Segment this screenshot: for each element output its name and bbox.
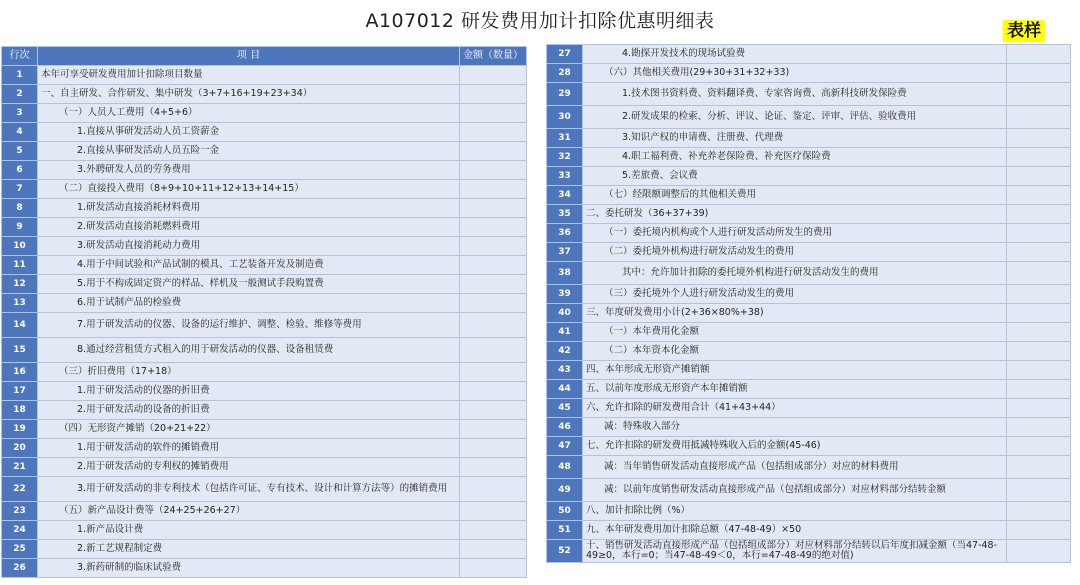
- row-amount-cell[interactable]: [460, 123, 527, 142]
- row-amount-cell[interactable]: [1007, 186, 1071, 205]
- row-amount-cell[interactable]: [460, 439, 527, 458]
- table-row: [547, 323, 1071, 342]
- row-item-text: 1.技术图书资料费、资料翻译费、专家咨询费、高新科技研发保险费: [583, 83, 1007, 106]
- row-number: 52: [547, 540, 583, 563]
- row-item-text: 1.新产品设计费: [38, 521, 460, 540]
- row-item-text: 4.勘探开发技术的现场试验费: [583, 45, 1007, 64]
- row-amount-cell[interactable]: [1007, 106, 1071, 129]
- row-amount-cell[interactable]: [1007, 399, 1071, 418]
- row-amount-cell[interactable]: [1007, 479, 1071, 502]
- page-title: A107012 研发费用加计扣除优惠明细表: [365, 10, 715, 32]
- row-amount-cell[interactable]: [1007, 243, 1071, 262]
- table-row: [547, 243, 1071, 262]
- header-item: 项 目: [38, 47, 460, 66]
- row-number: 44: [547, 380, 583, 399]
- row-item-text: 6.用于试制产品的检验费: [38, 294, 460, 313]
- row-amount-cell[interactable]: [460, 477, 527, 502]
- row-number: 12: [2, 275, 38, 294]
- right-table: [546, 44, 1071, 563]
- row-number: 15: [2, 338, 38, 363]
- row-item-text: （一）人员人工费用（4+5+6）: [38, 104, 460, 123]
- row-amount-cell[interactable]: [460, 218, 527, 237]
- row-amount-cell[interactable]: [1007, 45, 1071, 64]
- row-number: 28: [547, 64, 583, 83]
- row-item-text: （一）本年费用化金额: [583, 323, 1007, 342]
- row-amount-cell[interactable]: [1007, 64, 1071, 83]
- row-amount-cell[interactable]: [1007, 456, 1071, 479]
- row-item-text: （五）新产品设计费等（24+25+26+27）: [38, 502, 460, 521]
- row-item-text: 七、允许扣除的研发费用抵减特殊收入后的金额(45-46): [583, 437, 1007, 456]
- row-item-text: 减：特殊收入部分: [583, 418, 1007, 437]
- table-row: [547, 224, 1071, 243]
- table-row: [547, 418, 1071, 437]
- table-row: [2, 458, 527, 477]
- row-item-text: 8.通过经营租赁方式租入的用于研发活动的仪器、设备租赁费: [38, 338, 460, 363]
- row-item-text: 1.用于研发活动的软件的摊销费用: [38, 439, 460, 458]
- row-number: 9: [2, 218, 38, 237]
- row-item-text: 2.研发成果的检索、分析、评议、论证、鉴定、评审、评估、验收费用: [583, 106, 1007, 129]
- table-row: [2, 363, 527, 382]
- table-row: [2, 104, 527, 123]
- table-row: [547, 106, 1071, 129]
- table-row: [547, 304, 1071, 323]
- row-amount-cell[interactable]: [460, 199, 527, 218]
- row-amount-cell[interactable]: [1007, 83, 1071, 106]
- row-amount-cell[interactable]: [1007, 380, 1071, 399]
- row-number: 8: [2, 199, 38, 218]
- row-item-text: 2.新工艺规程制定费: [38, 540, 460, 559]
- row-number: 24: [2, 521, 38, 540]
- table-row: [547, 456, 1071, 479]
- row-item-text: （六）其他相关费用(29+30+31+32+33): [583, 64, 1007, 83]
- table-row: [2, 85, 527, 104]
- table-row: [2, 123, 527, 142]
- row-amount-cell[interactable]: [1007, 285, 1071, 304]
- row-amount-cell[interactable]: [1007, 224, 1071, 243]
- row-amount-cell[interactable]: [1007, 540, 1071, 563]
- row-number: 6: [2, 161, 38, 180]
- table-row: [2, 294, 527, 313]
- row-number: 2: [2, 85, 38, 104]
- sample-tag: 表样: [1003, 20, 1045, 42]
- row-amount-cell[interactable]: [460, 104, 527, 123]
- table-row: [547, 64, 1071, 83]
- row-item-text: （四）无形资产摊销（20+21+22）: [38, 420, 460, 439]
- table-row: [2, 477, 527, 502]
- table-row: [2, 218, 527, 237]
- row-amount-cell[interactable]: [460, 521, 527, 540]
- row-item-text: 二、委托研发（36+37+39): [583, 205, 1007, 224]
- table-row: [547, 399, 1071, 418]
- row-amount-cell[interactable]: [460, 66, 527, 85]
- table-row: [2, 199, 527, 218]
- row-item-text: 3.知识产权的申请费、注册费、代理费: [583, 129, 1007, 148]
- row-item-text: 2.用于研发活动的设备的折旧费: [38, 401, 460, 420]
- row-amount-cell[interactable]: [1007, 304, 1071, 323]
- row-number: 26: [2, 559, 38, 578]
- row-number: 34: [547, 186, 583, 205]
- row-number: 5: [2, 142, 38, 161]
- row-item-text: 六、允许扣除的研发费用合计（41+43+44）: [583, 399, 1007, 418]
- table-row: [2, 502, 527, 521]
- table-row: [2, 420, 527, 439]
- row-item-text: 3.外聘研发人员的劳务费用: [38, 161, 460, 180]
- table-row: [547, 83, 1071, 106]
- row-amount-cell[interactable]: [1007, 323, 1071, 342]
- row-item-text: 7.用于研发活动的仪器、设备的运行维护、调整、检验、维修等费用: [38, 313, 460, 338]
- row-item-text: 5.用于不构成固定资产的样品、样机及一般测试手段购置费: [38, 275, 460, 294]
- row-item-text: 五、以前年度形成无形资产本年摊销额: [583, 380, 1007, 399]
- row-amount-cell[interactable]: [460, 294, 527, 313]
- row-item-text: 4.用于中间试验和产品试制的模具、工艺装备开发及制造费: [38, 256, 460, 275]
- row-item-text: 1.直接从事研发活动人员工资薪金: [38, 123, 460, 142]
- table-row: [547, 540, 1071, 563]
- table-row: [2, 338, 527, 363]
- row-number: 41: [547, 323, 583, 342]
- table-row: [2, 521, 527, 540]
- row-number: 3: [2, 104, 38, 123]
- row-amount-cell[interactable]: [460, 256, 527, 275]
- row-item-text: 2.直接从事研发活动人员五险一金: [38, 142, 460, 161]
- row-number: 50: [547, 502, 583, 521]
- row-number: 31: [547, 129, 583, 148]
- row-number: 14: [2, 313, 38, 338]
- row-item-text: 减：当年销售研发活动直接形成产品（包括组成部分）对应的材料费用: [583, 456, 1007, 479]
- row-item-text: 减：以前年度销售研发活动直接形成产品（包括组成部分）对应材料部分结转金额: [583, 479, 1007, 502]
- row-number: 13: [2, 294, 38, 313]
- row-amount-cell[interactable]: [460, 420, 527, 439]
- row-amount-cell[interactable]: [1007, 521, 1071, 540]
- row-item-text: 九、本年研发费用加计扣除总额（47-48-49）×50: [583, 521, 1007, 540]
- row-number: 43: [547, 361, 583, 380]
- table-row: [547, 205, 1071, 224]
- row-number: 20: [2, 439, 38, 458]
- table-row: [2, 540, 527, 559]
- row-number: 36: [547, 224, 583, 243]
- row-number: 42: [547, 342, 583, 361]
- table-row: [2, 382, 527, 401]
- row-item-text: （一）委托境内机构或个人进行研发活动所发生的费用: [583, 224, 1007, 243]
- row-amount-cell[interactable]: [460, 275, 527, 294]
- row-number: 40: [547, 304, 583, 323]
- row-amount-cell[interactable]: [1007, 361, 1071, 380]
- table-row: [547, 361, 1071, 380]
- row-amount-cell[interactable]: [460, 502, 527, 521]
- table-row: [547, 186, 1071, 205]
- row-amount-cell[interactable]: [460, 161, 527, 180]
- table-row: [2, 275, 527, 294]
- row-amount-cell[interactable]: [460, 338, 527, 363]
- row-amount-cell[interactable]: [460, 559, 527, 578]
- left-table: [1, 46, 527, 578]
- row-item-text: 4.职工福利费、补充养老保险费、补充医疗保险费: [583, 148, 1007, 167]
- row-amount-cell[interactable]: [460, 85, 527, 104]
- table-row: [2, 313, 527, 338]
- row-item-text: （二）直接投入费用（8+9+10+11+12+13+14+15）: [38, 180, 460, 199]
- table-row: [547, 129, 1071, 148]
- row-number: 18: [2, 401, 38, 420]
- table-row: [2, 161, 527, 180]
- row-number: 39: [547, 285, 583, 304]
- row-item-text: 3.研发活动直接消耗动力费用: [38, 237, 460, 256]
- row-number: 16: [2, 363, 38, 382]
- row-item-text: （二）委托境外机构进行研发活动发生的费用: [583, 243, 1007, 262]
- table-header-row: [2, 47, 527, 66]
- table-row: [2, 439, 527, 458]
- row-number: 30: [547, 106, 583, 129]
- table-row: [2, 256, 527, 275]
- row-amount-cell[interactable]: [460, 363, 527, 382]
- row-amount-cell[interactable]: [1007, 262, 1071, 285]
- row-item-text: 1.研发活动直接消耗材料费用: [38, 199, 460, 218]
- table-row: [547, 502, 1071, 521]
- row-item-text: 四、本年形成无形资产摊销额: [583, 361, 1007, 380]
- row-amount-cell[interactable]: [1007, 148, 1071, 167]
- table-row: [2, 559, 527, 578]
- row-item-text: （三）折旧费用（17+18）: [38, 363, 460, 382]
- row-number: 38: [547, 262, 583, 285]
- table-row: [547, 148, 1071, 167]
- row-item-text: 1.用于研发活动的仪器的折旧费: [38, 382, 460, 401]
- row-number: 48: [547, 456, 583, 479]
- row-amount-cell[interactable]: [460, 401, 527, 420]
- table-row: [2, 237, 527, 256]
- row-number: 37: [547, 243, 583, 262]
- table-row: [547, 45, 1071, 64]
- row-number: 33: [547, 167, 583, 186]
- row-amount-cell[interactable]: [1007, 418, 1071, 437]
- table-row: [547, 262, 1071, 285]
- row-amount-cell[interactable]: [1007, 437, 1071, 456]
- row-number: 49: [547, 479, 583, 502]
- row-amount-cell[interactable]: [460, 237, 527, 256]
- row-item-text: 一、自主研发、合作研发、集中研发（3+7+16+19+23+34）: [38, 85, 460, 104]
- row-number: 45: [547, 399, 583, 418]
- row-number: 32: [547, 148, 583, 167]
- row-number: 4: [2, 123, 38, 142]
- row-item-text: 其中：允许加计扣除的委托境外机构进行研发活动发生的费用: [583, 262, 1007, 285]
- row-item-text: 5.差旅费、会议费: [583, 167, 1007, 186]
- row-number: 27: [547, 45, 583, 64]
- header-row-no: 行次: [2, 47, 38, 66]
- row-amount-cell[interactable]: [1007, 342, 1071, 361]
- row-number: 35: [547, 205, 583, 224]
- row-item-text: 2.用于研发活动的专利权的摊销费用: [38, 458, 460, 477]
- row-number: 7: [2, 180, 38, 199]
- row-number: 47: [547, 437, 583, 456]
- row-item-text: （七）经限额调整后的其他相关费用: [583, 186, 1007, 205]
- row-number: 22: [2, 477, 38, 502]
- row-amount-cell[interactable]: [460, 382, 527, 401]
- table-row: [547, 521, 1071, 540]
- row-number: 21: [2, 458, 38, 477]
- row-number: 46: [547, 418, 583, 437]
- row-item-text: 3.用于研发活动的非专利技术（包括许可证、专有技术、设计和计算方法等）的摊销费用: [38, 477, 460, 502]
- row-number: 19: [2, 420, 38, 439]
- table-row: [547, 479, 1071, 502]
- row-number: 1: [2, 66, 38, 85]
- table-row: [2, 180, 527, 199]
- table-row: [2, 142, 527, 161]
- row-number: 11: [2, 256, 38, 275]
- table-row: [547, 342, 1071, 361]
- row-amount-cell[interactable]: [460, 540, 527, 559]
- row-amount-cell[interactable]: [1007, 205, 1071, 224]
- row-item-text: 十、销售研发活动直接形成产品（包括组成部分）对应材料部分结转以后年度扣减金额（当47-48-49≥0，本行=0；当47-48-49＜0，本行=47-48-49的绝对值): [583, 540, 1007, 563]
- table-row: [2, 66, 527, 85]
- row-amount-cell[interactable]: [1007, 129, 1071, 148]
- row-item-text: 2.研发活动直接消耗燃料费用: [38, 218, 460, 237]
- table-row: [547, 380, 1071, 399]
- table-row: [2, 401, 527, 420]
- row-number: 29: [547, 83, 583, 106]
- table-row: [547, 437, 1071, 456]
- row-number: 25: [2, 540, 38, 559]
- row-number: 10: [2, 237, 38, 256]
- row-item-text: （二）本年资本化金额: [583, 342, 1007, 361]
- row-item-text: 3.新药研制的临床试验费: [38, 559, 460, 578]
- row-amount-cell[interactable]: [1007, 502, 1071, 521]
- header-amount: 金额（数量）: [460, 47, 527, 66]
- row-amount-cell[interactable]: [460, 142, 527, 161]
- table-row: [547, 167, 1071, 186]
- row-amount-cell[interactable]: [460, 313, 527, 338]
- row-number: 23: [2, 502, 38, 521]
- row-item-text: （三）委托境外个人进行研发活动发生的费用: [583, 285, 1007, 304]
- row-item-text: 八、加计扣除比例（%）: [583, 502, 1007, 521]
- row-amount-cell[interactable]: [460, 458, 527, 477]
- row-amount-cell[interactable]: [460, 180, 527, 199]
- row-item-text: 本年可享受研发费用加计扣除项目数量: [38, 66, 460, 85]
- row-amount-cell[interactable]: [1007, 167, 1071, 186]
- row-item-text: 三、年度研发费用小计(2+36×80%+38): [583, 304, 1007, 323]
- row-number: 17: [2, 382, 38, 401]
- table-row: [547, 285, 1071, 304]
- row-number: 51: [547, 521, 583, 540]
